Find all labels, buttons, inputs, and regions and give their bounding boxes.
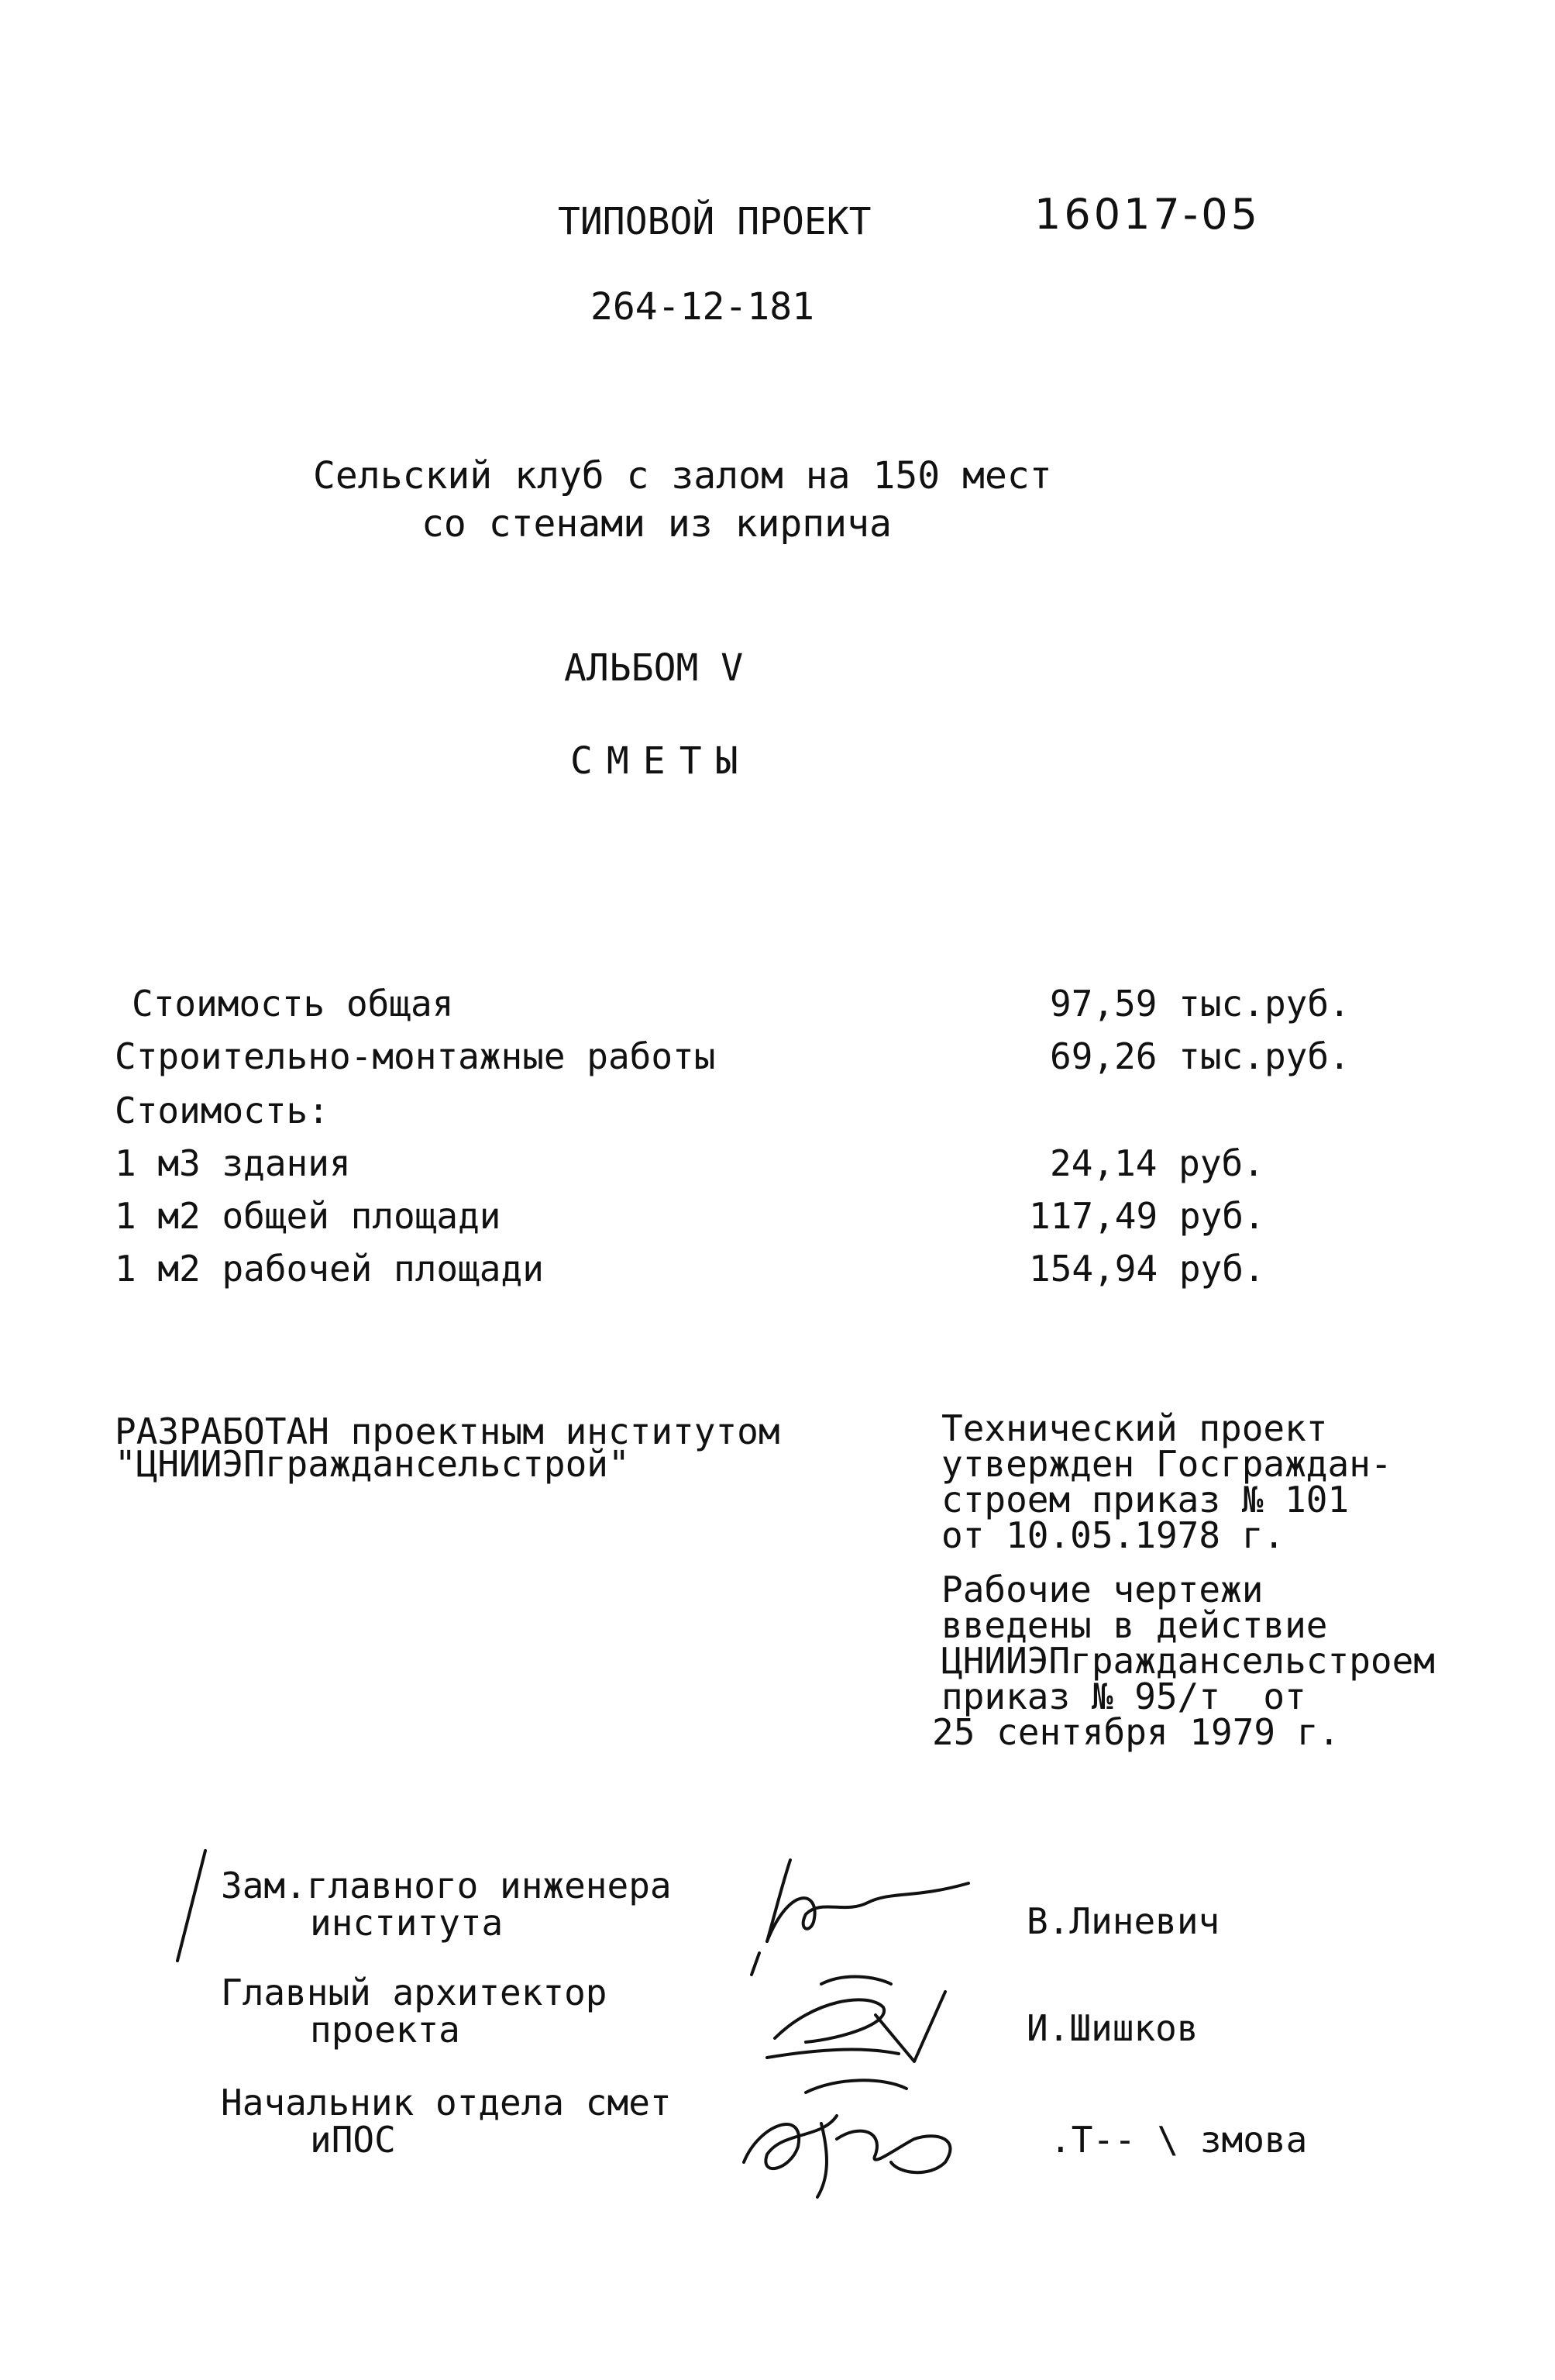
cost-label: 1 м3 здания (115, 1142, 351, 1184)
signatory-name: И.Шишков (1027, 2007, 1199, 2049)
approval-line: Технический проект (941, 1407, 1328, 1449)
title-line-2: со стенами из кирпича (421, 502, 892, 546)
approval-working (932, 1569, 1435, 1753)
signatory-position: проекта (310, 2009, 460, 2051)
cost-value: 69,26 тыс.руб. (1050, 1035, 1350, 1077)
developer-line-2: "ЦНИИЭПграждансельстрой" (115, 1443, 630, 1485)
approval-line: введены в действие (941, 1604, 1328, 1646)
cost-label: 1 м2 рабочей площади (115, 1248, 544, 1290)
cost-value: 24,14 руб. (1050, 1142, 1264, 1184)
approval-line: утвержден Госграждан- (941, 1443, 1392, 1485)
approval-line: строем приказ № 101 (941, 1479, 1350, 1521)
signatory-position: Зам.главного инженера (221, 1865, 672, 1906)
signatory-position: Начальник отдела смет (221, 2082, 672, 2123)
project-label: ТИПОВОЙ ПРОЕКТ (558, 200, 872, 243)
signatory-position: Главный архитектор (221, 1972, 607, 2013)
album-subtitle: СМЕТЫ (570, 739, 752, 783)
cost-label: Стоимость: (115, 1090, 329, 1131)
cost-value: 97,59 тыс.руб. (1050, 983, 1350, 1025)
cost-value: 154,94 руб. (1029, 1248, 1265, 1290)
margin-slash-mark (167, 1844, 213, 1968)
cost-value: 117,49 руб. (1029, 1195, 1265, 1237)
album-label: АЛЬБОМ V (564, 646, 744, 690)
approval-line: ЦНИИЭПграждансельстроем (941, 1640, 1435, 1682)
developer-line-1: РАЗРАБОТАН проектным институтом (115, 1410, 780, 1452)
cost-label: Строительно-монтажные работы (115, 1035, 716, 1077)
signature-linevich (736, 1837, 984, 1961)
inventory-number: 16017-05 (1034, 190, 1261, 239)
signatory-name: .Т-- \ змова (1050, 2119, 1308, 2161)
signatory-name: В.Линевич (1027, 1900, 1220, 1942)
project-code: 264-12-181 (590, 285, 814, 329)
approval-line: от 10.05.1978 г. (941, 1514, 1285, 1556)
approval-line: приказ № 95/т от (941, 1676, 1306, 1717)
cost-label: 1 м2 общей площади (115, 1195, 501, 1237)
signature-shishkov (752, 1968, 984, 2077)
approval-line: Рабочие чертежи (941, 1569, 1264, 1610)
signature-department-head (713, 2061, 992, 2201)
signatory-position: института (310, 1902, 504, 1944)
cost-label: Стоимость общая (132, 983, 454, 1025)
approval-technical (941, 1407, 1392, 1556)
title-line-1: Сельский клуб с залом на 150 мест (313, 454, 1052, 498)
approval-line: 25 сентября 1979 г. (932, 1711, 1340, 1753)
signatory-position: иПОС (310, 2119, 396, 2161)
